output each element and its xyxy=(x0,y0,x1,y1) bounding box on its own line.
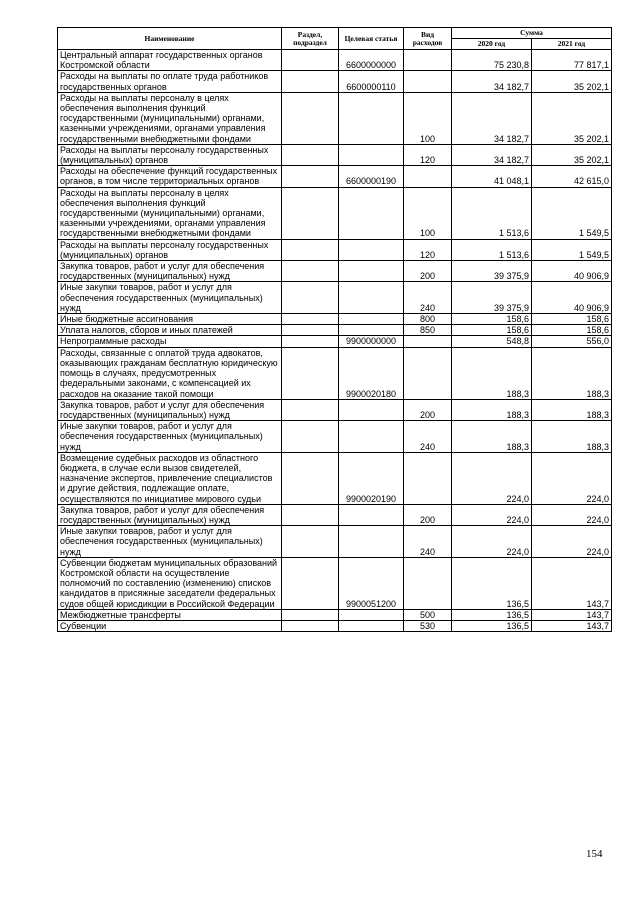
cell-y2020: 39 375,9 xyxy=(452,261,532,282)
cell-razdel xyxy=(282,282,339,314)
header-vid: Вид расходов xyxy=(404,28,452,50)
page-number: 154 xyxy=(586,848,603,860)
cell-razdel xyxy=(282,620,339,631)
cell-name: Расходы на выплаты персоналу государственных (муниципальных) органов xyxy=(58,144,282,165)
cell-celevaya: 6600000000 xyxy=(339,50,404,71)
cell-y2020: 34 182,7 xyxy=(452,71,532,92)
cell-celevaya: 6600000110 xyxy=(339,71,404,92)
cell-y2021: 35 202,1 xyxy=(532,144,612,165)
cell-vid: 240 xyxy=(404,282,452,314)
cell-razdel xyxy=(282,526,339,558)
cell-name: Центральный аппарат государственных органов Костромской области xyxy=(58,50,282,71)
cell-vid xyxy=(404,452,452,504)
table-row xyxy=(58,144,612,165)
cell-y2021: 143,7 xyxy=(532,609,612,620)
table-row xyxy=(58,71,612,92)
cell-celevaya xyxy=(339,314,404,325)
cell-vid xyxy=(404,557,452,609)
cell-vid xyxy=(404,71,452,92)
cell-name: Иные закупки товаров, работ и услуг для обеспечения государственных (муниципальных) нужд xyxy=(58,421,282,453)
cell-name: Закупка товаров, работ и услуг для обеспечения государственных (муниципальных) нужд xyxy=(58,399,282,420)
cell-y2020: 1 513,6 xyxy=(452,239,532,260)
cell-celevaya xyxy=(339,261,404,282)
cell-razdel xyxy=(282,325,339,336)
cell-y2021: 224,0 xyxy=(532,526,612,558)
cell-vid: 200 xyxy=(404,261,452,282)
cell-y2021: 143,7 xyxy=(532,557,612,609)
table-row xyxy=(58,92,612,144)
table-row xyxy=(58,504,612,525)
cell-name: Иные закупки товаров, работ и услуг для обеспечения государственных (муниципальных) нужд xyxy=(58,526,282,558)
cell-y2021: 42 615,0 xyxy=(532,166,612,187)
cell-y2020: 158,6 xyxy=(452,314,532,325)
table-row xyxy=(58,50,612,71)
cell-vid: 240 xyxy=(404,421,452,453)
cell-vid: 530 xyxy=(404,620,452,631)
cell-celevaya: 9900020190 xyxy=(339,452,404,504)
cell-vid: 120 xyxy=(404,144,452,165)
cell-celevaya xyxy=(339,325,404,336)
cell-razdel xyxy=(282,347,339,399)
cell-razdel xyxy=(282,421,339,453)
cell-razdel xyxy=(282,187,339,239)
cell-y2021: 1 549,5 xyxy=(532,187,612,239)
cell-celevaya xyxy=(339,526,404,558)
cell-y2021: 188,3 xyxy=(532,399,612,420)
cell-vid: 850 xyxy=(404,325,452,336)
cell-y2020: 41 048,1 xyxy=(452,166,532,187)
cell-y2021: 224,0 xyxy=(532,452,612,504)
cell-y2020: 224,0 xyxy=(452,526,532,558)
cell-vid xyxy=(404,166,452,187)
table-row xyxy=(58,452,612,504)
cell-y2020: 34 182,7 xyxy=(452,92,532,144)
cell-vid: 200 xyxy=(404,504,452,525)
cell-celevaya xyxy=(339,239,404,260)
cell-name: Расходы на выплаты персоналу государственных (муниципальных) органов xyxy=(58,239,282,260)
cell-name: Расходы на выплаты персоналу в целях обеспечения выполнения функций государственными (муниципальными) органами, казенными учреждениями, органами управления государственными внебюджетными фондами xyxy=(58,187,282,239)
cell-y2020: 75 230,8 xyxy=(452,50,532,71)
table-row xyxy=(58,314,612,325)
cell-y2020: 188,3 xyxy=(452,421,532,453)
cell-name: Расходы на выплаты по оплате труда работников государственных органов xyxy=(58,71,282,92)
cell-name: Расходы на обеспечение функций государственных органов, в том числе территориальных органов xyxy=(58,166,282,187)
cell-y2020: 136,5 xyxy=(452,620,532,631)
cell-y2021: 77 817,1 xyxy=(532,50,612,71)
cell-y2020: 224,0 xyxy=(452,452,532,504)
table-row xyxy=(58,336,612,347)
budget-table xyxy=(57,27,612,632)
cell-celevaya xyxy=(339,282,404,314)
table-row xyxy=(58,261,612,282)
cell-razdel xyxy=(282,609,339,620)
cell-celevaya xyxy=(339,421,404,453)
cell-y2021: 40 906,9 xyxy=(532,261,612,282)
cell-razdel xyxy=(282,314,339,325)
table-row xyxy=(58,166,612,187)
table-row xyxy=(58,421,612,453)
cell-vid: 200 xyxy=(404,399,452,420)
table-row xyxy=(58,620,612,631)
cell-name: Возмещение судебных расходов из областного бюджета, в случае если вызов свидетелей, назначение экспертов, привлечение специалистов и другие действия, подлежащие оплате, осуществляются по инициативе мирового судьи xyxy=(58,452,282,504)
cell-name: Иные бюджетные ассигнования xyxy=(58,314,282,325)
cell-name: Уплата налогов, сборов и иных платежей xyxy=(58,325,282,336)
cell-vid: 800 xyxy=(404,314,452,325)
cell-vid: 100 xyxy=(404,92,452,144)
table-row xyxy=(58,282,612,314)
table-row xyxy=(58,399,612,420)
cell-y2020: 136,5 xyxy=(452,609,532,620)
cell-razdel xyxy=(282,92,339,144)
cell-vid xyxy=(404,336,452,347)
header-2020: 2020 год xyxy=(452,39,532,50)
cell-celevaya xyxy=(339,92,404,144)
cell-y2020: 1 513,6 xyxy=(452,187,532,239)
cell-y2021: 40 906,9 xyxy=(532,282,612,314)
cell-celevaya xyxy=(339,187,404,239)
cell-y2021: 224,0 xyxy=(532,504,612,525)
cell-y2020: 188,3 xyxy=(452,347,532,399)
cell-y2020: 39 375,9 xyxy=(452,282,532,314)
cell-celevaya: 9900000000 xyxy=(339,336,404,347)
cell-y2021: 35 202,1 xyxy=(532,71,612,92)
cell-name: Субвенции xyxy=(58,620,282,631)
cell-razdel xyxy=(282,261,339,282)
table-body xyxy=(58,50,612,632)
cell-vid: 120 xyxy=(404,239,452,260)
cell-razdel xyxy=(282,166,339,187)
cell-name: Межбюджетные трансферты xyxy=(58,609,282,620)
cell-celevaya: 9900051200 xyxy=(339,557,404,609)
table-row xyxy=(58,557,612,609)
cell-name: Расходы, связанные с оплатой труда адвокатов, оказывающих гражданам бесплатную юридическую помощь в случаях, предусмотренных федеральными законами, с компенсацией их расходов на оказание такой помощи xyxy=(58,347,282,399)
table-row xyxy=(58,347,612,399)
cell-name: Непрограммные расходы xyxy=(58,336,282,347)
cell-y2020: 136,5 xyxy=(452,557,532,609)
cell-name: Закупка товаров, работ и услуг для обеспечения государственных (муниципальных) нужд xyxy=(58,504,282,525)
cell-razdel xyxy=(282,452,339,504)
cell-y2020: 158,6 xyxy=(452,325,532,336)
cell-celevaya xyxy=(339,504,404,525)
cell-y2020: 34 182,7 xyxy=(452,144,532,165)
cell-y2021: 35 202,1 xyxy=(532,92,612,144)
header-razdel: Раздел, подраздел xyxy=(282,28,339,50)
cell-y2020: 548,8 xyxy=(452,336,532,347)
cell-vid: 500 xyxy=(404,609,452,620)
cell-razdel xyxy=(282,71,339,92)
table-row xyxy=(58,187,612,239)
cell-razdel xyxy=(282,239,339,260)
cell-y2020: 224,0 xyxy=(452,504,532,525)
cell-name: Иные закупки товаров, работ и услуг для обеспечения государственных (муниципальных) нужд xyxy=(58,282,282,314)
header-celevaya: Целевая статья xyxy=(339,28,404,50)
cell-name: Расходы на выплаты персоналу в целях обеспечения выполнения функций государственными (муниципальными) органами, казенными учреждениями, органами управления государственными внебюджетными фондами xyxy=(58,92,282,144)
cell-y2021: 188,3 xyxy=(532,421,612,453)
cell-name: Закупка товаров, работ и услуг для обеспечения государственных (муниципальных) нужд xyxy=(58,261,282,282)
cell-y2021: 1 549,5 xyxy=(532,239,612,260)
header-2021: 2021 год xyxy=(532,39,612,50)
cell-y2021: 556,0 xyxy=(532,336,612,347)
cell-celevaya xyxy=(339,609,404,620)
header-summa: Сумма xyxy=(452,28,612,39)
cell-vid xyxy=(404,347,452,399)
cell-celevaya: 6600000190 xyxy=(339,166,404,187)
cell-y2021: 158,6 xyxy=(532,314,612,325)
cell-celevaya xyxy=(339,399,404,420)
cell-vid: 100 xyxy=(404,187,452,239)
cell-y2020: 188,3 xyxy=(452,399,532,420)
table-row xyxy=(58,239,612,260)
cell-razdel xyxy=(282,504,339,525)
table-row xyxy=(58,609,612,620)
cell-y2021: 188,3 xyxy=(532,347,612,399)
cell-razdel xyxy=(282,144,339,165)
table-row xyxy=(58,325,612,336)
cell-name: Субвенции бюджетам муниципальных образований Костромской области на осуществление полномочий по составлению (изменению) списков кандидатов в присяжные заседатели федеральных судов общей юрисдикции в Российской Федерации xyxy=(58,557,282,609)
cell-celevaya xyxy=(339,144,404,165)
cell-vid: 240 xyxy=(404,526,452,558)
header-name: Наименование xyxy=(58,28,282,50)
cell-razdel xyxy=(282,399,339,420)
cell-razdel xyxy=(282,336,339,347)
cell-vid xyxy=(404,50,452,71)
table-row xyxy=(58,526,612,558)
cell-y2021: 158,6 xyxy=(532,325,612,336)
cell-celevaya: 9900020180 xyxy=(339,347,404,399)
table-header xyxy=(58,28,612,50)
cell-razdel xyxy=(282,50,339,71)
cell-y2021: 143,7 xyxy=(532,620,612,631)
cell-celevaya xyxy=(339,620,404,631)
cell-razdel xyxy=(282,557,339,609)
